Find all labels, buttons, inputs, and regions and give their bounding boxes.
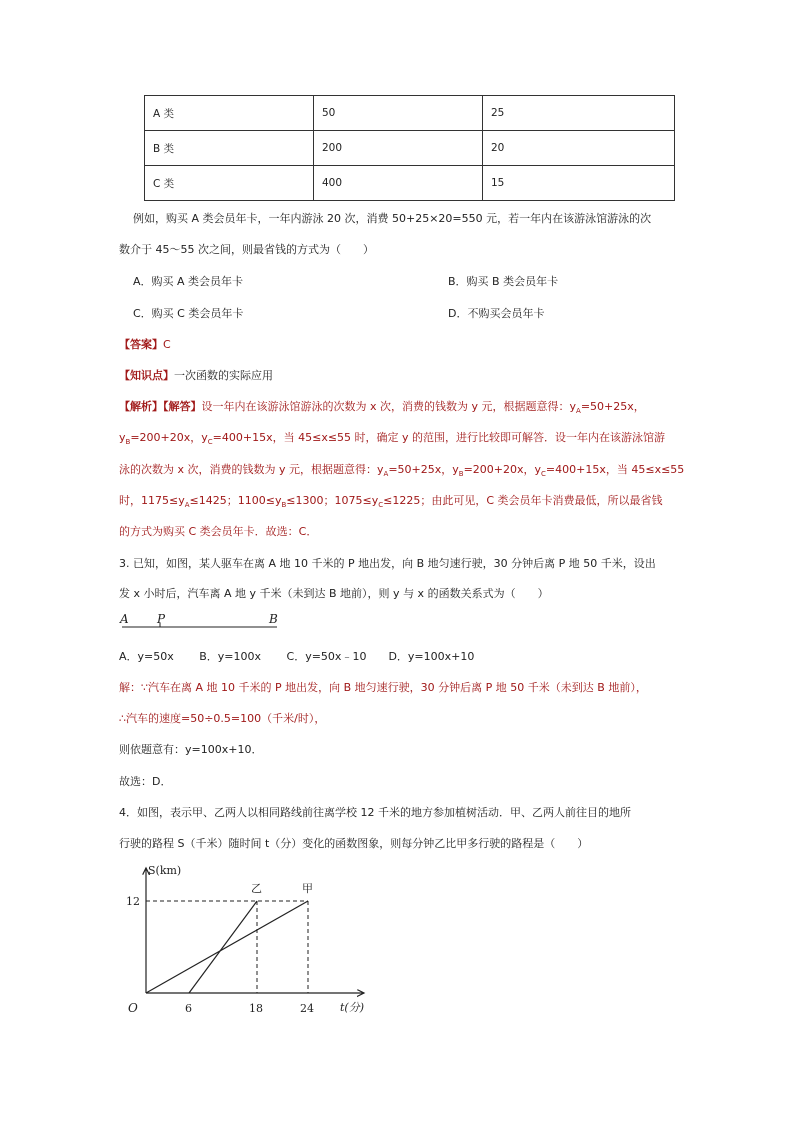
q3-stem-line2: 发 x 小时后，汽车离 A 地 y 千米（未到达 B 地前），则 y 与 x 的函数关系式为（ ）: [119, 587, 549, 600]
q3-solution-line3: 则依题意有：y=100x+10．: [119, 743, 263, 756]
analysis-text: =50+25x，: [580, 400, 645, 413]
analysis-text: =200+20x，y: [130, 431, 208, 444]
q2-option-b: B．购买 B 类会员年卡: [448, 275, 559, 288]
q2-example-line2: 数介于 45～55 次之间，则最省钱的方式为（ ）: [119, 243, 374, 256]
subscript: B: [281, 501, 287, 510]
tick-label-24: 24: [300, 1002, 314, 1015]
q2-knowledge-point: [119, 367, 273, 383]
point-a-label: A: [120, 612, 129, 626]
table-cell: 400: [314, 166, 483, 201]
q3-solution-line1: 解：∵汽车在离 A 地 10 千米的 P 地出发，向 B 地匀速行驶，30 分钟后离 P 地 50 千米（未到达 B 地前），: [119, 681, 647, 694]
knowledge-label: 【知识点】: [119, 369, 174, 382]
analysis-text: =50+25x，y: [388, 463, 459, 476]
q2-analysis-line3: [119, 461, 684, 478]
analysis-text: ≤1300；1075≤y: [286, 494, 379, 507]
table-cell: 50: [314, 96, 483, 131]
analysis-label: 【解析】【解答】: [119, 400, 202, 413]
q2-answer: [119, 336, 171, 352]
analysis-text: =400+15x，当 45≤x≤55 时，确定 y 的范围，进行比较即可解答．设一年内在该游泳馆游: [212, 431, 666, 444]
point-p-label: P: [157, 612, 166, 626]
table-cell: 25: [483, 96, 675, 131]
q3-solution-line2: ∴汽车的速度=50÷0.5=100（千米/时），: [119, 712, 326, 725]
q2-option-c: C．购买 C 类会员年卡: [133, 307, 244, 320]
q2-option-d: D．不购买会员年卡: [448, 307, 545, 320]
table-cell: 20: [483, 131, 675, 166]
distance-time-graph: [112, 858, 382, 1023]
y-axis-label: S(km): [148, 864, 182, 877]
analysis-text: ≤1225；由此可见，C 类会员年卡消费最低，所以最省钱: [383, 494, 663, 507]
knowledge-value: 一次函数的实际应用: [174, 369, 273, 382]
origin-label: O: [128, 1001, 138, 1015]
table-cell: 15: [483, 166, 675, 201]
analysis-text: y: [119, 431, 126, 444]
table-cell: 200: [314, 131, 483, 166]
q3-options: A．y=50x B．y=100x C．y=50x﹣10 D．y=100x+10: [119, 650, 475, 663]
table-row: [145, 131, 675, 166]
series-label-yi: 乙: [251, 882, 262, 895]
tick-label-12: 12: [126, 895, 140, 908]
subscript: B: [125, 438, 131, 447]
series-label-jia: 甲: [302, 882, 313, 895]
q2-analysis-line2: [119, 429, 665, 446]
tick-label-18: 18: [249, 1002, 263, 1015]
q2-example-line1: 例如，购买 A 类会员年卡，一年内游泳 20 次，消费 50+25×20=550 元，若一年内在该游泳馆游泳的次: [133, 212, 652, 225]
table-row: [145, 96, 675, 131]
fee-table: [144, 95, 675, 201]
q4-stem-line1: 4．如图，表示甲、乙两人以相同路线前往离学校 12 千米的地方参加植树活动．甲、乙两人前往目的地所: [119, 806, 631, 819]
q2-option-a: A．购买 A 类会员年卡: [133, 275, 244, 288]
q3-stem-line1: 3. 已知，如图，某人驱车在离 A 地 10 千米的 P 地出发，向 B 地匀速行驶，30 分钟后离 P 地 50 千米，设出: [119, 557, 656, 570]
subscript: A: [383, 470, 389, 479]
answer-value: C: [163, 338, 171, 351]
q2-analysis-line4: [119, 492, 663, 509]
subscript: A: [184, 501, 190, 510]
segment-diagram: [119, 612, 289, 634]
subscript: A: [576, 407, 581, 416]
point-b-label: B: [269, 612, 278, 626]
answer-label: 【答案】: [119, 338, 163, 351]
x-axis-label: t(分): [340, 1001, 365, 1014]
table-cell: B 类: [145, 131, 314, 166]
q3-solution-line4: 故选：D．: [119, 775, 172, 788]
analysis-text: =400+15x，当 45≤x≤55: [545, 463, 685, 476]
q4-stem-line2: 行驶的路程 S（千米）随时间 t（分）变化的函数图象，则每分钟乙比甲多行驶的路程是（ ）: [119, 837, 589, 850]
analysis-text: =200+20x，y: [463, 463, 542, 476]
table-row: [145, 166, 675, 201]
analysis-text: 泳的次数为 x 次，消费的钱数为 y 元，根据题意得：y: [119, 463, 384, 476]
subscript: C: [541, 470, 546, 479]
series-jia: [146, 901, 308, 993]
q2-analysis-line1: [119, 398, 645, 415]
series-yi: [189, 901, 257, 993]
subscript: C: [378, 501, 384, 510]
subscript: B: [458, 470, 464, 479]
analysis-text: ≤1425；1100≤y: [189, 494, 282, 507]
q2-analysis-line5: 的方式为购买 C 类会员年卡．故选：C．: [119, 525, 318, 538]
tick-label-6: 6: [185, 1002, 192, 1015]
analysis-text: 时，1175≤y: [119, 494, 185, 507]
table-cell: C 类: [145, 166, 314, 201]
table-cell: A 类: [145, 96, 314, 131]
analysis-text: 设一年内在该游泳馆游泳的次数为 x 次，消费的钱数为 y 元，根据题意得：y: [201, 400, 577, 413]
subscript: C: [207, 438, 213, 447]
